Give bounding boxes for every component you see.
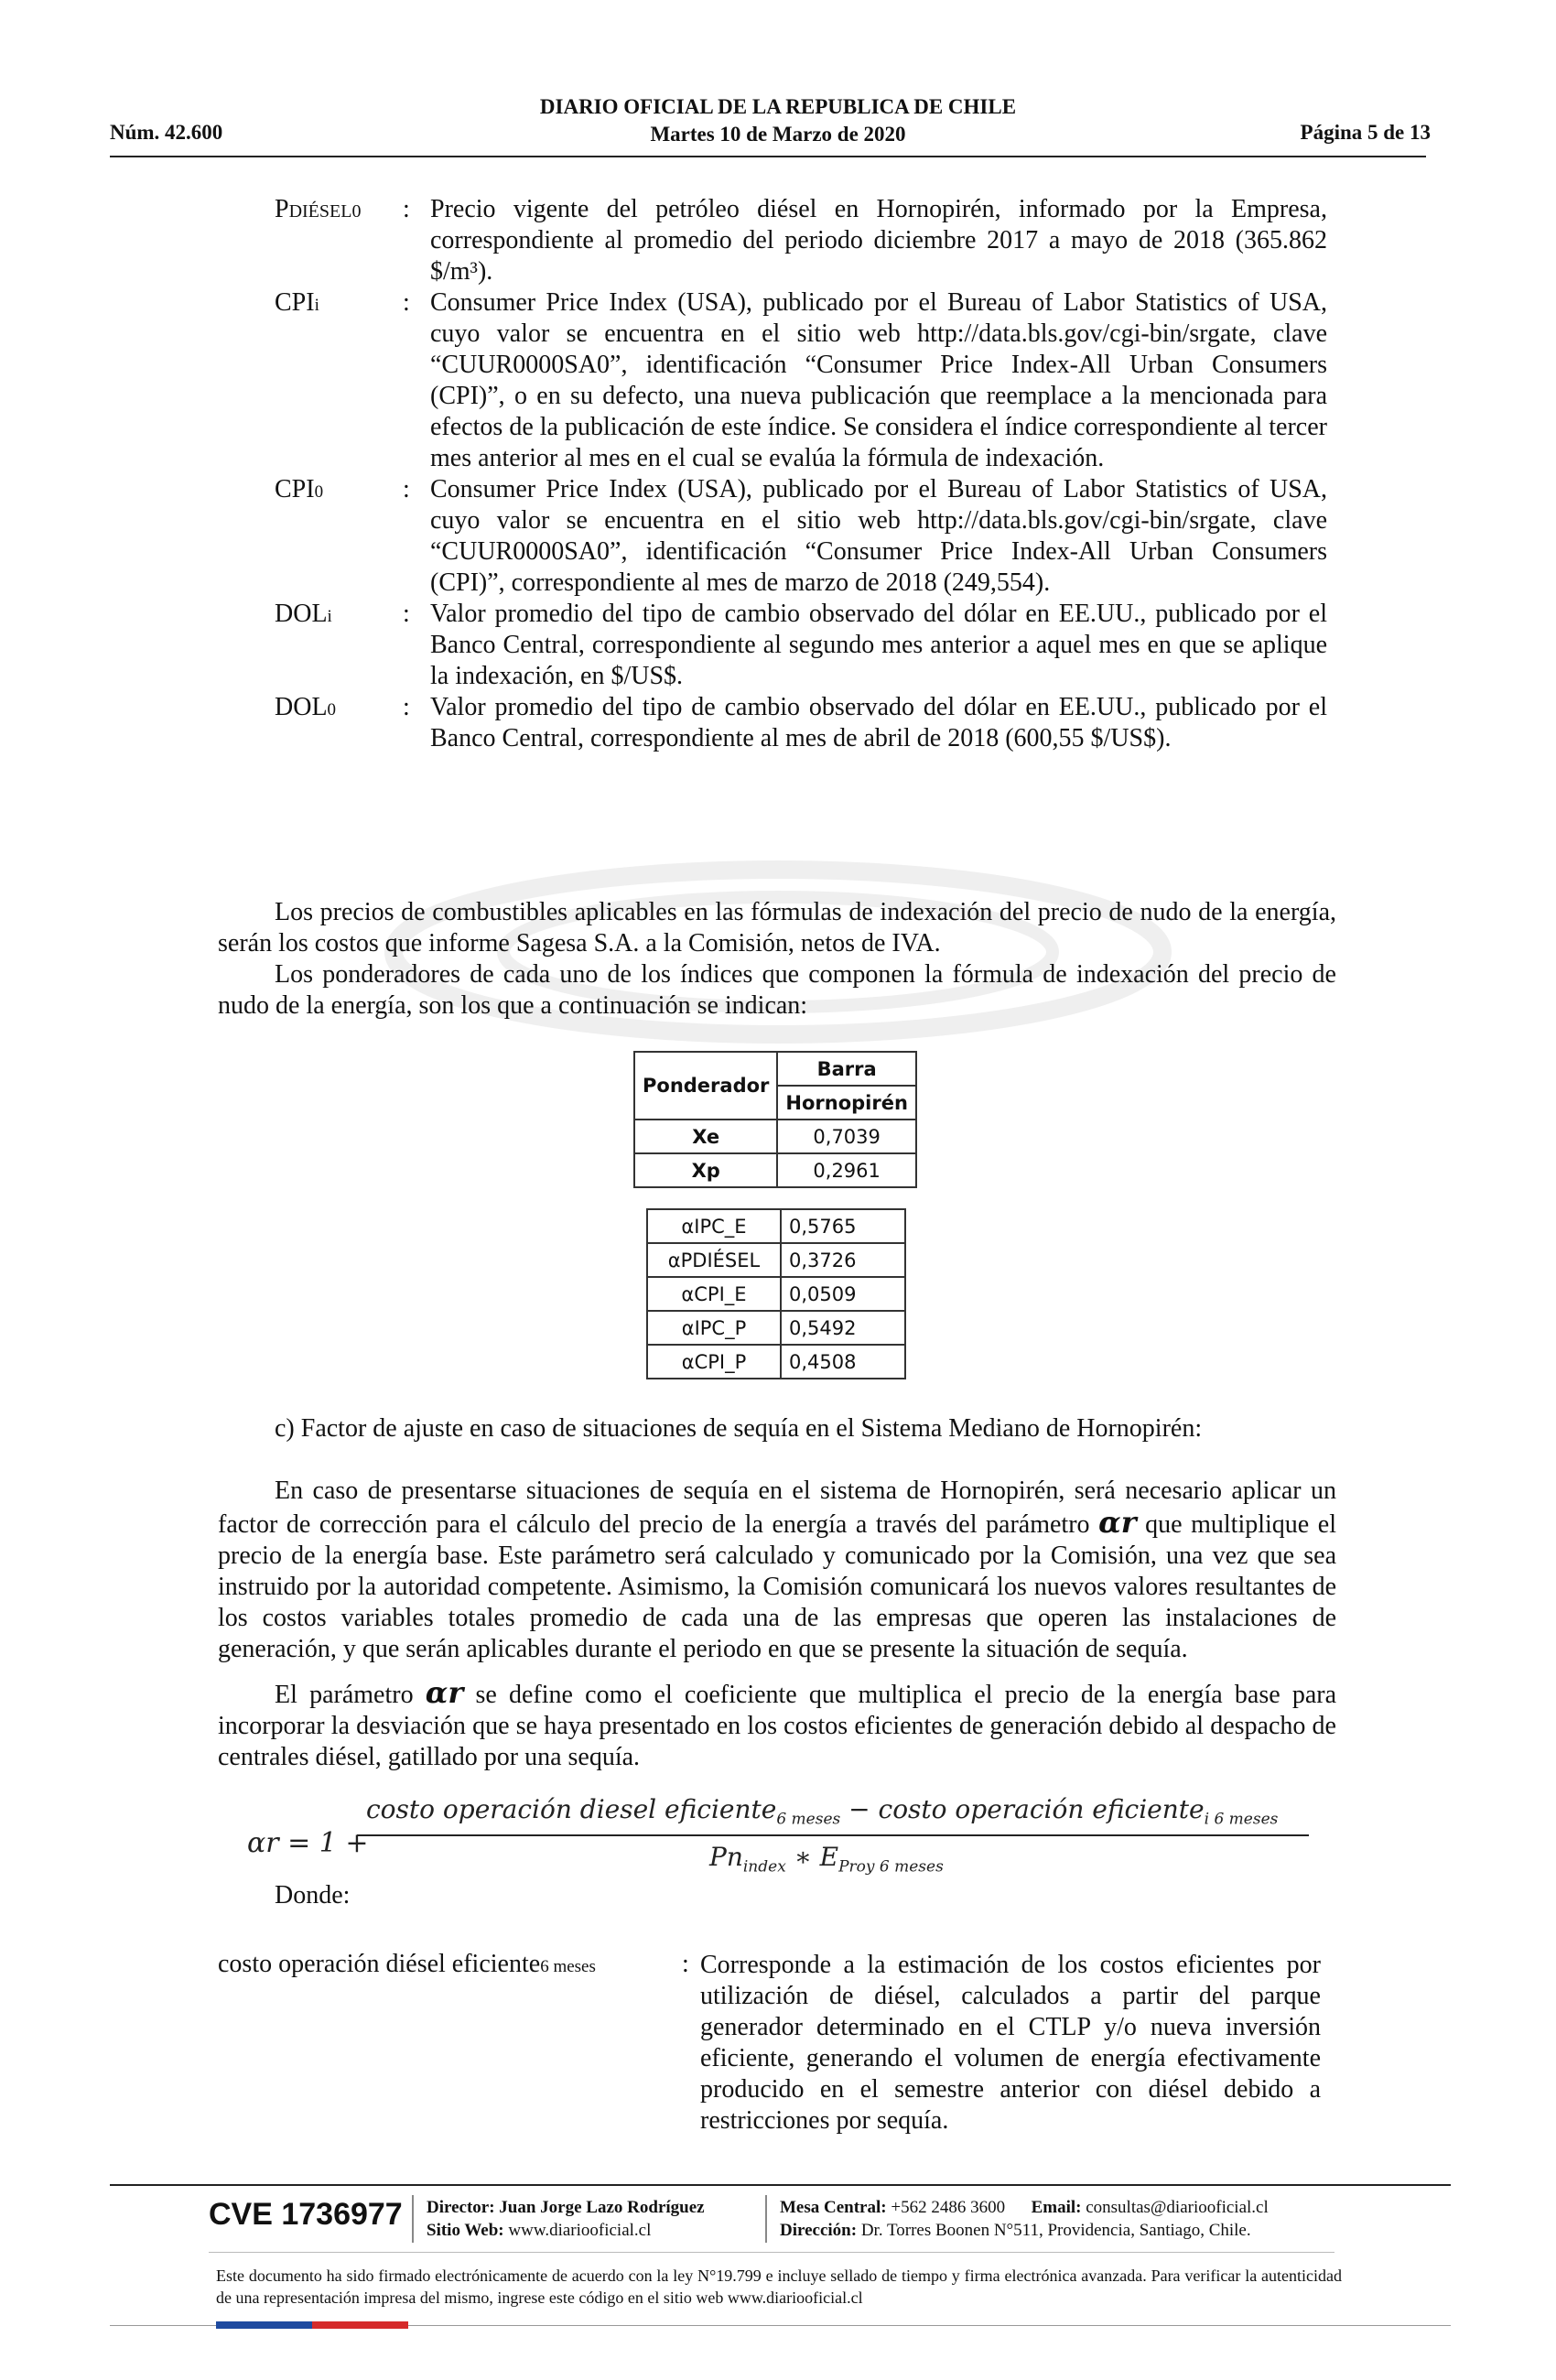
fuel-prices-paragraph: Los precios de combustibles aplicables en las fórmulas de indexación del precio de nudo de la energía, serán los costos que informe Sagesa S.A. a la Comisión, netos de IVA. [218, 898, 1336, 957]
footer-separator [412, 2195, 414, 2243]
footer-separator [765, 2195, 767, 2243]
formula-numerator: costo operación diesel eficiente$_{6 meses}$ − costo operación eficiente$_{i 6 meses}$ [366, 1794, 1279, 1829]
definition-text: Valor promedio del tipo de cambio observado del dólar en EE.UU., publicado por el Banco Central, correspondiente al mes de abril de 2018 (600,55 $/US$). [430, 693, 1327, 752]
email-link[interactable]: consultas@diariooficial.cl [1086, 2198, 1269, 2217]
footer-director-block: Director: Juan Jorge Lazo Rodríguez Sitio Web: www.diariooficial.cl [427, 2198, 705, 2240]
weights-paragraph: Los ponderadores de cada uno de los índices que componen la fórmula de indexación del precio de nudo de la energía, son los que a continuación se indican: [218, 960, 1336, 1020]
definition-doli: DOLi : Valor promedio del tipo de cambio observado del dólar en EE.UU., publicado por el Banco Central, correspondiente al segundo mes anterior a aquel mes en que se aplique la indexación, en $/US$. [275, 600, 1327, 690]
issue-number: Núm. 42.600 [110, 121, 223, 144]
definition-dol0: DOL0 : Valor promedio del tipo de cambio observado del dólar en EE.UU., publicado por el Banco Central, correspondiente al mes de abril de 2018 (600,55 $/US$). [275, 693, 1327, 752]
definition-text: Consumer Price Index (USA), publicado por el Bureau of Labor Statistics of USA, cuyo valor se encuentra en el sitio web http://data.bls.gov/cgi-bin/srgate, clave “CUUR0000SA0”, identificación “Consumer Price Index-All Urban Consumers (CPI)”, correspondiente al mes de marzo de 2018 (249,554). [430, 475, 1327, 597]
cost-definition-term: costo operación diésel eficiente6 meses [218, 1950, 596, 1978]
definition-text: Valor promedio del tipo de cambio observado del dólar en EE.UU., publicado por el Banco Central, correspondiente al segundo mes anterior a aquel mes en que se aplique la indexación, en $/US$. [430, 600, 1327, 690]
table-cell-value: 0,7039 [777, 1120, 916, 1153]
formula-lhs: αr = 1 + [247, 1827, 369, 1859]
phone-number: +562 2486 3600 [891, 2198, 1006, 2217]
table-cell-value: 0,2961 [777, 1153, 916, 1187]
definition-symbol: CPI0 [275, 475, 324, 503]
table-cell-label: αPDIÉSEL [647, 1243, 781, 1277]
cve-code: CVE 1736977 [209, 2197, 403, 2232]
footer-contact-block: Mesa Central: +562 2486 3600 Email: consultas@diariooficial.cl Dirección: Dr. Torres Boonen N°511, Providencia, Santiago, Chile. [780, 2198, 1269, 2240]
table-cell-label: Xe [634, 1120, 777, 1153]
alpha-r-symbol: αr [1098, 1505, 1137, 1540]
page-indicator: Página 5 de 13 [1300, 121, 1431, 144]
definition-symbol: CPIi [275, 288, 319, 317]
definition-text: Consumer Price Index (USA), publicado por el Bureau of Labor Statistics of USA, cuyo valor se encuentra en el sitio web http://data.bls.gov/cgi-bin/srgate, clave “CUUR0000SA0”, identificación “Consumer Price Index-All Urban Consumers (CPI)”, o en su defecto, una nueva publicación que reemplace a la mencionada para efectos de la publicación de este índice. Se considera el índice correspondiente al tercer mes anterior al mes en el cual se evalúa la fórmula de indexación. [430, 288, 1327, 472]
weights-table [633, 1051, 917, 1188]
definition-symbol: PDIÉSEL0 [275, 195, 362, 223]
address: Dr. Torres Boonen N°511, Providencia, Santiago, Chile. [860, 2221, 1251, 2240]
donde-label: Donde: [275, 1881, 351, 1909]
alpha-r-formula [247, 1794, 1327, 1877]
table-cell-label: αIPC_E [647, 1209, 781, 1243]
table-row [647, 1243, 905, 1277]
cost-definition-colon: : [682, 1950, 689, 1978]
table-header-ponderador: Ponderador [634, 1052, 777, 1120]
fraction-bar [357, 1834, 1309, 1836]
cost-definition-text: Corresponde a la estimación de los costos eficientes por utilización de diésel, calculados a partir del parque generador determinado en el CTLP y/o nueva inversión eficiente, generando el volumen de energía efectivamente producido en el semestre anterior con diésel debido a restricciones por sequía. [700, 1951, 1321, 2135]
alpha-coefficients-table [646, 1208, 906, 1379]
table-cell-label: αCPI_P [647, 1345, 781, 1379]
definition-text: Precio vigente del petróleo diésel en Hornopirén, informado por la Empresa, correspondiente al promedio del periodo diciembre 2017 a mayo de 2018 (365.862 $/m³). [430, 195, 1327, 286]
parameter-paragraph: El parámetro αr se define como el coeficiente que multiplica el precio de la energía base para incorporar la desviación que se haya presentado en los costos eficientes de generación debido al despacho de centrales diésel, gatillado por una sequía. [218, 1675, 1337, 1771]
gazette-title: DIARIO OFICIAL DE LA REPUBLICA DE CHILE [539, 95, 1017, 118]
legal-notice: Este documento ha sido firmado electrónicamente de acuerdo con la ley N°19.799 e incluye sellado de tiempo y firma electrónica avanzada. Para verificar la autenticidad de una representación impresa del mismo, ingrese este código en el sitio web www.diariooficial.cl [216, 2266, 1342, 2307]
table-cell-value: 0,5492 [781, 1311, 905, 1345]
definition-cpii: CPIi : Consumer Price Index (USA), publicado por el Bureau of Labor Statistics of USA, cuyo valor se encuentra en el sitio web http://data.bls.gov/cgi-bin/srgate, clave “CUUR0000SA0”, identificación “Consumer Price Index-All Urban Consumers (CPI)”, o en su defecto, una nueva publicación que reemplace a la mencionada para efectos de la publicación de este índice. Se considera el índice correspondiente al tercer mes anterior al mes en el cual se evalúa la fórmula de indexación. [275, 288, 1327, 472]
table-row [634, 1120, 916, 1153]
table-cell-value: 0,0509 [781, 1277, 905, 1311]
table-header-barra: Barra [777, 1052, 916, 1086]
table-cell-label: Xp [634, 1153, 777, 1187]
definition-pdiesel0: PDIÉSEL0 : Precio vigente del petróleo diésel en Hornopirén, informado por la Empresa, correspondiente al promedio del periodo diciembre 2017 a mayo de 2018 (365.862 $/m³). [275, 195, 1327, 286]
director-name: Juan Jorge Lazo Rodríguez [499, 2198, 705, 2217]
table-row [634, 1153, 916, 1187]
definition-symbol: DOLi [275, 600, 332, 628]
definitions-list [275, 194, 1327, 754]
section-c-heading: c) Factor de ajuste en caso de situaciones de sequía en el Sistema Mediano de Hornopirén: [275, 1414, 1203, 1443]
alpha-r-symbol: αr [425, 1675, 464, 1710]
definition-symbol: DOL0 [275, 693, 337, 721]
formula-denominator: $Pn_{index}$ ∗ $E_{Proy 6 meses}$ [709, 1842, 944, 1877]
table-row [647, 1311, 905, 1345]
table-cell-value: 0,3726 [781, 1243, 905, 1277]
flag-color-bar [216, 2321, 408, 2329]
footer-divider [110, 2184, 1451, 2186]
header-divider [110, 156, 1426, 157]
table-row [647, 1345, 905, 1379]
website-link[interactable]: www.diariooficial.cl [508, 2221, 652, 2240]
definition-cpi0: CPI0 : Consumer Price Index (USA), publicado por el Bureau of Labor Statistics of USA, cuyo valor se encuentra en el sitio web http://data.bls.gov/cgi-bin/srgate, clave “CUUR0000SA0”, identificación “Consumer Price Index-All Urban Consumers (CPI)”, correspondiente al mes de marzo de 2018 (249,554). [275, 475, 1327, 597]
table-header-hornopiren: Hornopirén [777, 1086, 916, 1120]
table-cell-label: αCPI_E [647, 1277, 781, 1311]
footer-thin-divider [209, 2252, 1334, 2253]
issue-date: Martes 10 de Marzo de 2020 [650, 123, 906, 146]
table-cell-value: 0,5765 [781, 1209, 905, 1243]
table-cell-label: αIPC_P [647, 1311, 781, 1345]
table-row [647, 1277, 905, 1311]
drought-paragraph: En caso de presentarse situaciones de sequía en el sistema de Hornopirén, será necesario aplicar un factor de corrección para el cálculo del precio de la energía a través del parámetro αr que multiplique el precio de la energía base. Este parámetro será calculado y comunicado por la Comisión, una vez que sea instruido por la autoridad competente. Asimismo, la Comisión comunicará los nuevos valores resultantes de los costos variables totales promedio de cada una de las empresas que operen las instalaciones de generación, y que serán aplicables durante el periodo en que se presente la situación de sequía. [218, 1477, 1336, 1663]
table-cell-value: 0,4508 [781, 1345, 905, 1379]
table-row [647, 1209, 905, 1243]
